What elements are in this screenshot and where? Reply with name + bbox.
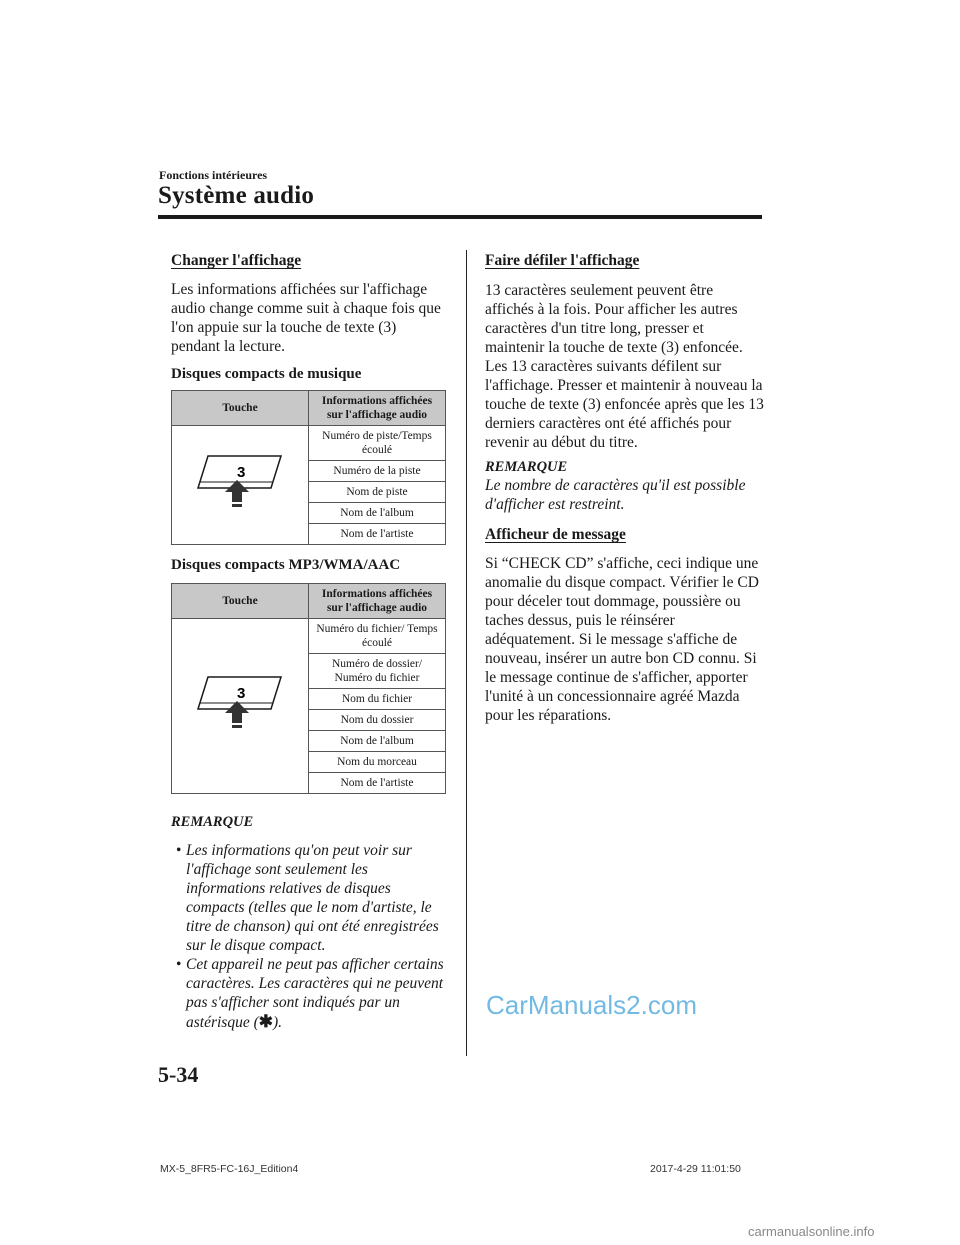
table-row: Nom de l'artiste: [309, 524, 446, 545]
column-divider: [466, 250, 467, 1056]
scroll-display-text: 13 caractères seulement peuvent être affichés à la fois. Pour afficher les autres caractères d'un titre long, presser et maintenir la touche de texte (3) enfoncée. Les 13 caractères suivants défilent sur l'affichage. Presser et maintenir à nouveau la touche de texte (3) enfoncée après que les 13 derniers caractères ont été affichés pour revenir au début du titre.: [485, 282, 764, 451]
page-title: Système audio: [158, 182, 315, 209]
watermark: CarManuals2.com: [486, 990, 697, 1020]
left-column: [171, 252, 447, 1032]
table-row: Numéro de dossier/ Numéro du fichier: [309, 654, 446, 689]
list-item: [173, 841, 447, 955]
note-text: Le nombre de caractères qu'il est possible d'afficher est restreint.: [485, 477, 746, 513]
text-key-cell: [172, 426, 309, 545]
text-key-icon: [195, 444, 285, 522]
list-item: [173, 955, 447, 1032]
music-cd-table: [171, 390, 446, 545]
text-key-label: 3: [237, 685, 246, 702]
section-label: Fonctions intérieures: [159, 168, 268, 182]
table-header-info: Informations affichées sur l'affichage audio: [309, 391, 446, 426]
note-heading: REMARQUE: [485, 459, 568, 475]
timestamp: 2017-4-29 11:01:50: [650, 1163, 741, 1175]
table-row: Numéro de piste/Temps écoulé: [309, 426, 446, 461]
edition-label: MX-5_8FR5-FC-16J_Edition4: [160, 1163, 299, 1175]
table-row: Nom du morceau: [309, 752, 446, 773]
bullet-dot: •: [176, 842, 182, 859]
message-display-text: Si “CHECK CD” s'affiche, ceci indique une anomalie du disque compact. Vérifier le CD pour déceler tout dommage, poussière ou taches dessus, puis le réinsérer adéquatement. Si le message s'affiche de nouveau, insérer un autre bon CD connu. Si le message continue de s'afficher, apporter l'unité à un concessionnaire agréé Mazda pour les réparations.: [485, 555, 759, 724]
bullet-end: ).: [273, 1014, 283, 1031]
change-display-heading: Changer l'affichage: [171, 252, 302, 269]
title-rule: [158, 215, 762, 219]
table-header-key: Touche: [172, 391, 309, 426]
scroll-display-heading: Faire défiler l'affichage: [485, 252, 640, 269]
text-key-label: 3: [237, 464, 246, 481]
table-row: Numéro de la piste: [309, 461, 446, 482]
table-row: Nom de l'artiste: [309, 773, 446, 794]
text-key-icon: [195, 665, 285, 743]
message-display-heading: Afficheur de message: [485, 526, 626, 543]
table-row: Nom de l'album: [309, 731, 446, 752]
text-key-cell: [172, 619, 309, 794]
table-row: Nom du fichier: [309, 689, 446, 710]
asterisk-icon: ✱: [258, 1012, 274, 1031]
site-watermark: carmanualsonline.info: [748, 1224, 875, 1239]
bullet-dot: •: [176, 956, 182, 973]
note-bullet-list: [173, 841, 447, 1032]
page-number: 5-34: [158, 1062, 199, 1087]
table-header-info: Informations affichées sur l'affichage audio: [309, 584, 446, 619]
mp3-cd-heading: Disques compacts MP3/WMA/AAC: [171, 557, 401, 573]
mp3-cd-table: [171, 583, 446, 794]
right-column: [485, 252, 765, 725]
table-row: Nom de piste: [309, 482, 446, 503]
music-cd-heading: Disques compacts de musique: [171, 366, 362, 382]
table-row: Nom du dossier: [309, 710, 446, 731]
table-row: Nom de l'album: [309, 503, 446, 524]
change-display-intro: Les informations affichées sur l'affichage audio change comme suit à chaque fois que l'on appuie sur la touche de texte (3) pendant la lecture.: [171, 281, 441, 355]
table-header-key: Touche: [172, 584, 309, 619]
table-row: Numéro du fichier/ Temps écoulé: [309, 619, 446, 654]
bullet-text: Cet appareil ne peut pas afficher certains caractères. Les caractères qui ne peuvent pas s'afficher sont indiqués par un astérisque (: [186, 956, 444, 1031]
bullet-text: Les informations qu'on peut voir sur l'affichage sont seulement les informations relatives de disques compacts (telles que le nom d'artiste, le titre de chanson) qui ont été enregistrées sur le disque compact.: [186, 842, 439, 954]
note-heading: REMARQUE: [171, 814, 254, 830]
